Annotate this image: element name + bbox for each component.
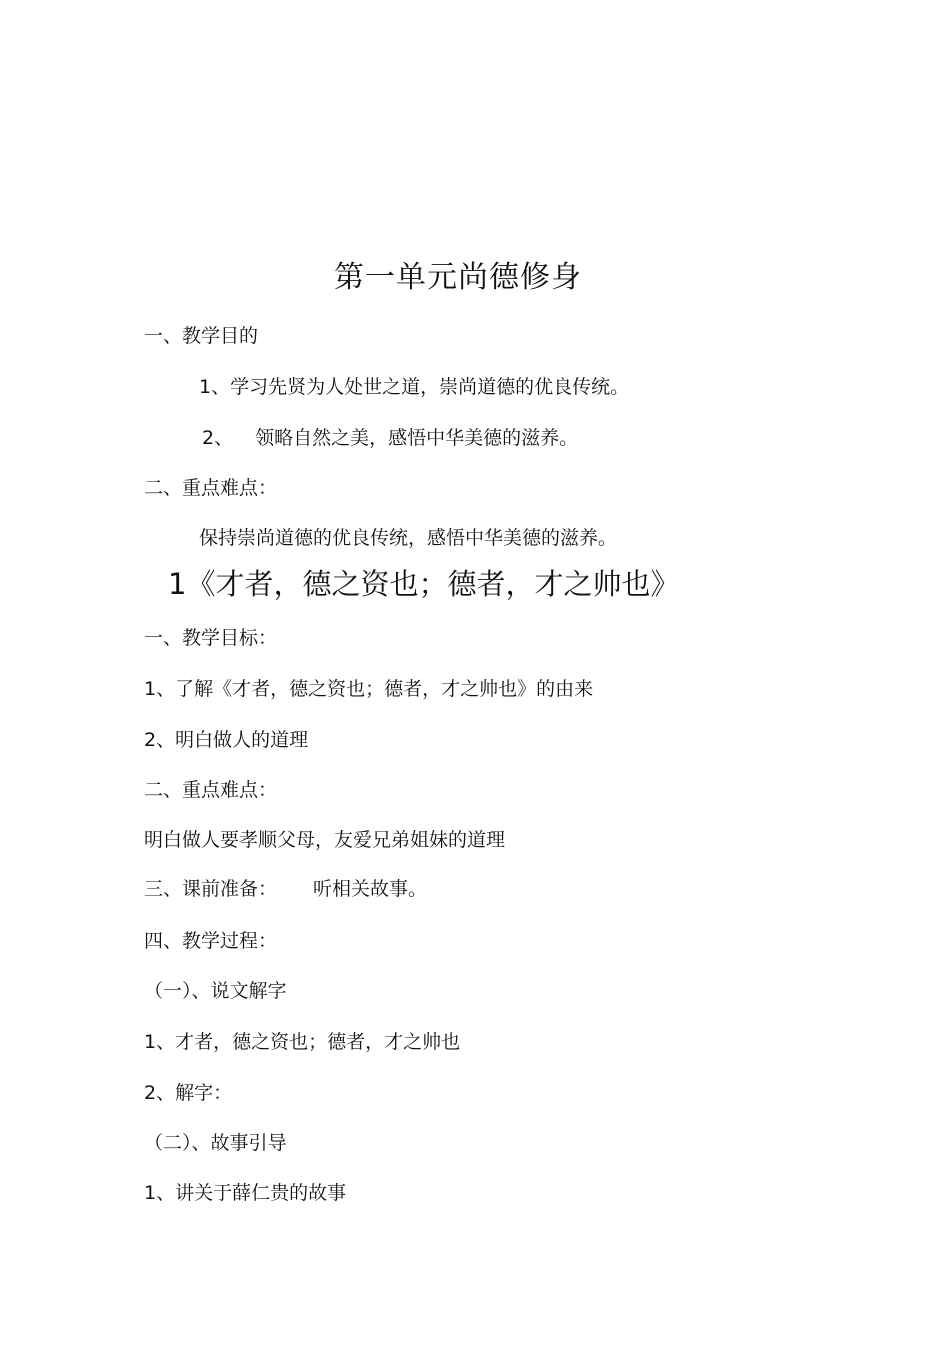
section1-item-1: 1、学习先贤为人处世之道，崇尚道德的优良传统。 [199, 376, 630, 398]
section2-body: 保持崇尚道德的优良传统，感悟中华美德的滋养。 [199, 527, 618, 549]
lesson-prep-heading: 三、课前准备： [144, 878, 278, 900]
lesson-goals-heading: 一、教学目标： [144, 627, 278, 649]
section1-heading: 一、教学目的 [144, 325, 259, 347]
lesson-key-heading: 二、重点难点： [144, 779, 278, 801]
lesson-goal-2: 2、明白做人的道理 [144, 729, 309, 751]
lesson-part2-item-1: 1、讲关于薛仁贵的故事 [144, 1182, 347, 1204]
lesson-goal-1: 1、了解《才者，德之资也；德者，才之帅也》的由来 [144, 678, 594, 700]
lesson-title: 1《才者，德之资也；德者，才之帅也》 [168, 567, 680, 601]
unit-title: 第一单元尚德修身 [334, 260, 582, 295]
section1-item-2-text: 领略自然之美，感悟中华美德的滋养。 [255, 427, 579, 449]
lesson-prep [144, 877, 427, 901]
lesson-part1-item-2: 2、解字： [144, 1082, 233, 1104]
section1-item-2-number: 2、 [202, 427, 234, 449]
lesson-part1-heading: （一）、说文解字 [144, 980, 287, 1002]
lesson-process-heading: 四、教学过程： [144, 930, 278, 952]
lesson-part1-item-1: 1、才者，德之资也；德者，才之帅也 [144, 1031, 461, 1053]
lesson-key-body: 明白做人要孝顺父母，友爱兄弟姐妹的道理 [144, 829, 506, 851]
lesson-prep-body: 听相关故事。 [313, 878, 428, 900]
lesson-part2-heading: （二）、故事引导 [144, 1132, 287, 1154]
section1-item-2 [202, 426, 578, 450]
section2-heading: 二、重点难点： [144, 477, 278, 499]
